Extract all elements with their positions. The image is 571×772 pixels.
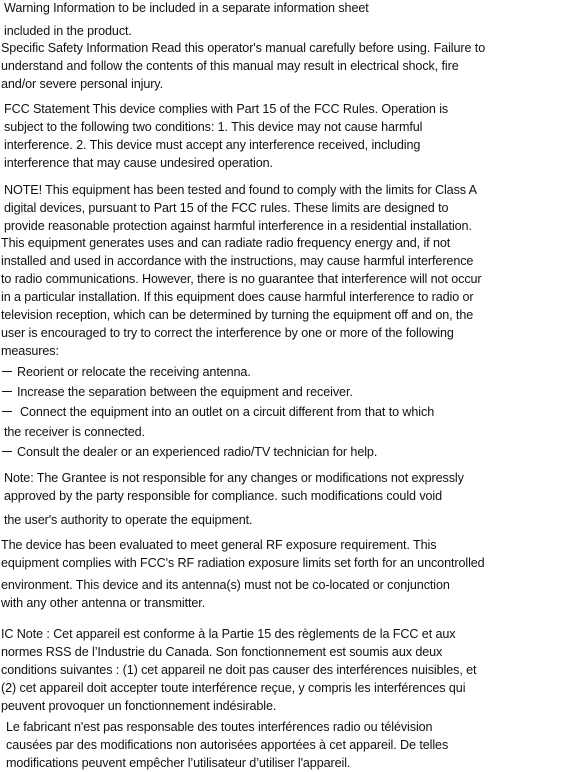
measure-item-4 bbox=[2, 443, 377, 461]
dash-bullet bbox=[2, 391, 12, 393]
measure-text: Reorient or relocate the receiving antenna. bbox=[17, 365, 251, 379]
warning-line-2: included in the product. bbox=[4, 24, 132, 38]
measure-text: Increase the separation between the equipment and receiver. bbox=[17, 385, 353, 399]
grantee-note-part1: Note: The Grantee is not responsible for any changes or modifications not expressly approved by the party responsible for compliance. such modifications could void bbox=[4, 471, 464, 503]
ic-note-paragraph: IC Note : Cet appareil est conforme à la Partie 15 des règlements de la FCC et aux normes RSS de l’Industrie du Canada. Son fonctionnement est soumis aux deux conditions suivantes : (1) cet appareil ne doit pas causer des interférences nuisibles, et (2) cet appareil doit accepter toute interférence reçue, y compris les interférences qui peuvent provoquer un fonctionnement indésirable. bbox=[1, 627, 477, 713]
fcc-statement-paragraph: FCC Statement This device complies with Part 15 of the FCC Rules. Operation is subject to the following two conditions: 1. This device may not cause harmful interference. 2. This device must accept any interference received, including interference that may cause undesired operation. bbox=[4, 102, 449, 170]
safety-paragraph: Specific Safety Information Read this operator's manual carefully before using. Failure to understand and follow the contents of this manual may result in electrical shock, fire and/or severe personal injury. bbox=[1, 41, 486, 91]
rf-exposure-part2: environment. This device and its antenna(s) must not be co-located or conjunction with any other antenna or transmitter. bbox=[1, 578, 450, 610]
measure-item-1 bbox=[2, 363, 251, 381]
dash-bullet bbox=[2, 411, 12, 413]
grantee-note-part2: the user's authority to operate the equipment. bbox=[4, 513, 253, 527]
rf-exposure-part1: The device has been evaluated to meet general RF exposure requirement. This equipment complies with FCC's RF radiation exposure limits set forth for an uncontrolled bbox=[1, 538, 485, 570]
note-paragraph-part1: NOTE! This equipment has been tested and found to comply with the limits for Class A digital devices, pursuant to Part 15 of the FCC rules. These limits are designed to provide reasonable protection against harmful interference in a residential installation. bbox=[4, 183, 477, 233]
note-paragraph-part2: This equipment generates uses and can radiate radio frequency energy and, if not installed and used in accordance with the instructions, may cause harmful interference to radio communications. However, there is no guarantee that interference will not occur in a particular installation. If this equipment does cause harmful interference to radio or television reception, which can be determined by turning the equipment off and on, the user is encouraged to try to correct the interference by one or more of the following measures: bbox=[1, 236, 482, 358]
measure-text: Consult the dealer or an experienced radio/TV technician for help. bbox=[17, 445, 378, 459]
dash-bullet bbox=[2, 371, 12, 373]
warning-line-1: Warning Information to be included in a separate information sheet bbox=[4, 1, 369, 15]
dash-bullet bbox=[2, 451, 12, 453]
measure-item-3-continued: the receiver is connected. bbox=[4, 425, 145, 439]
measure-text: Connect the equipment into an outlet on a circuit different from that to which bbox=[20, 405, 435, 419]
measure-item-2 bbox=[2, 383, 353, 401]
fabricant-paragraph: Le fabricant n'est pas responsable des toutes interférences radio ou télévision causées par des modifications non autorisées apportées à cet appareil. De telles modifications peuvent empêcher l’utilisateur d’utiliser l'appareil. bbox=[6, 720, 449, 770]
measure-item-3 bbox=[2, 403, 434, 421]
